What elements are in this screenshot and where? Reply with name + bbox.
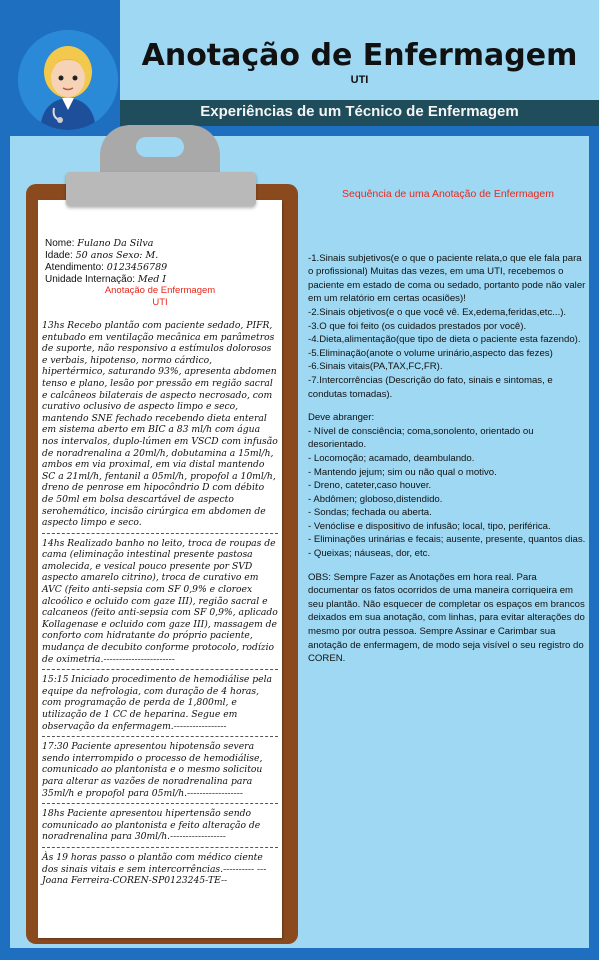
note-entry: Às 19 horas passo o plantão com médico ciente dos sinais vitais e sem intercorrências.---------- ---Joana Ferreira-COREN-SP0123245-TE-- (42, 851, 267, 887)
guide-column (308, 188, 588, 666)
guide-step: -7.Intercorrências (Descrição do fato, sinais e sintomas, e condutas tomadas). (308, 374, 553, 400)
note-title-line2: UTI (152, 297, 168, 308)
band-text: Experiências de um Técnico de Enfermagem (200, 103, 519, 120)
patient-age-label: Idade: (45, 250, 73, 261)
note-entry: 13hs Recebo plantão com paciente sedado, PIFR, entubado em ventilação mecânica em parâmetros de suporte, não responsivo a estímulos dolorosos e verbais, hipotenso, normo cárdico, hipertérmico, saturando 93%, apresenta abdomen tenso e plano, lesão por pressão em região sacral e calcâneos bilaterais de aspecto necrosado, com curativo oclusivo de aspecto limpo e seco, mantendo SNE fechado recebendo dieta enteral em sistema aberto em BIC a 83 ml/h com água nos intervalos, duplo-lúmen em VSCD com infusão de noradrenalina a 20ml/h, dobutamina a 15ml/h, ambos em via proximal, em via distal mantendo SC a 21ml/h, fentanil a 05ml/h, propofol a 10ml/h, dreno de penrose em hipocôndrio D com débito de 50ml em bolsa descartável de aspecto serohemático, incisão cirúrgica em abdomen de aspecto limpo e seco. (42, 318, 278, 534)
patient-unit-label: Unidade Internação: (45, 274, 136, 285)
clipboard-clip (66, 172, 256, 206)
note-entry: 18hs Paciente apresentou hipertensão sendo comunicado ao plantonista e feito alteração de noradrenalina para 30ml/h.------------------ (42, 806, 278, 848)
patient-unit-value: Med I (137, 274, 167, 285)
page-subtitle: UTI (350, 74, 369, 86)
should-item: - Eliminações urinárias e fecais; ausente, presente, quantos dias. (308, 534, 586, 546)
guide-step: -3.O que foi feito (os cuidados prestados por você). (308, 320, 527, 332)
note-entry: 14hs Realizado banho no leito, troca de roupas de cama (eliminação intestinal presente pastosa amolecida, e vesical pouco presente por SVD aspecto amarelo citrino), troca de curativo em AVC (feito anti-sepsia com SF 0,9% e cloroex alcoólico e ocluido com gaze III), região sacral e calcaneos (feito anti-sepsia com SF 0,9%, aplicado Kollagenase e ocluido com gaze III), massagem de conforto com hidratante do próprio paciente, mudança de decubito conforme protocolo, rodízio de oximetria.----------------------- (42, 536, 278, 671)
guide-step: -6.Sinais vitais(PA,TAX,FC,FR). (308, 361, 443, 373)
note-entry: 17:30 Paciente apresentou hipotensão severa sendo interrompido o processo de hemodiálise, comunicado ao plantonista e o mesmo solicitou para alterar as vazões de noradrenalina para 35ml/h e propofol para 05ml/h.------------------ (42, 739, 278, 804)
should-item: - Mantendo jejum; sim ou não qual o motivo. (308, 466, 497, 478)
should-item: - Sondas; fechada ou aberta. (308, 507, 432, 519)
should-item: - Locomoção; acamado, deambulando. (308, 452, 475, 464)
should-item: - Nível de consciência; coma,sonolento, orientado ou desorientado. (308, 425, 534, 451)
patient-age-value: 50 anos Sexo: M. (75, 250, 159, 261)
patient-care-label: Atendimento: (45, 262, 104, 273)
clipboard-clip-hole (136, 137, 184, 157)
guide-step: -4.Dieta,alimentação(que tipo de dieta o paciente esta fazendo). (308, 334, 581, 346)
patient-care-row (45, 262, 275, 274)
guide-step: -1.Sinais subjetivos(e o que o paciente relata,o que ele fala para o profissional) Muitas das vezes, em uma UTI, recebemos o paciente em estado de coma ou sedado, portanto pode não valer em um relatório em certas ocasiões)! (308, 252, 586, 305)
guide-title: Sequência de uma Anotação de Enfermagem (342, 188, 554, 200)
note-title-line1: Anotação de Enfermagem (104, 285, 216, 296)
spacer (308, 401, 588, 411)
spacer (308, 561, 588, 571)
nurse-icon (18, 30, 118, 130)
note-entries (42, 318, 278, 893)
should-item: - Queixas; náuseas, dor, etc. (308, 548, 431, 560)
should-title: Deve abranger: (308, 412, 375, 424)
should-item: - Abdômen; globoso,distendido. (308, 493, 443, 505)
should-item: - Dreno, cateter,caso houver. (308, 480, 432, 492)
guide-step: -2.Sinais objetivos(e o que você vê. Ex,edema,feridas,etc...). (308, 306, 567, 318)
patient-care-value: 0123456789 (106, 262, 168, 273)
guide-step: -5.Eliminação(anote o volume urinário,aspecto das fezes) (308, 347, 553, 359)
obs-text: OBS: Sempre Fazer as Anotações em hora real. Para documentar os fatos ocorridos de uma maneira corriqueira em seu plantão. Não esquecer de completar os espaços em brancos deixados em sua anotação, com linhas, para evitar alterações do mesmo por outra pessoa. Sempre Assinar e Carimbar sua anotação de enfermagem, de modo seja visível o seu registro do COREN. (308, 571, 585, 665)
patient-name-row (45, 238, 275, 250)
patient-name-label: Nome: (45, 238, 75, 249)
patient-info (45, 238, 275, 286)
note-title (45, 285, 275, 309)
should-item: - Venóclise e dispositivo de infusão; local, tipo, periférica. (308, 520, 551, 532)
patient-age-row (45, 250, 275, 262)
page-title: Anotação de Enfermagem (141, 38, 578, 73)
note-entry: 15:15 Iniciado procedimento de hemodiálise pela equipe da nefrologia, com duração de 4 horas, com programação de perda de 1,800ml, e utilização de 1 CC de heparina. Segue em observação da enfermagem.----------------- (42, 672, 278, 737)
nurse-avatar (18, 30, 118, 130)
patient-name-value: Fulano Da Silva (77, 238, 154, 249)
